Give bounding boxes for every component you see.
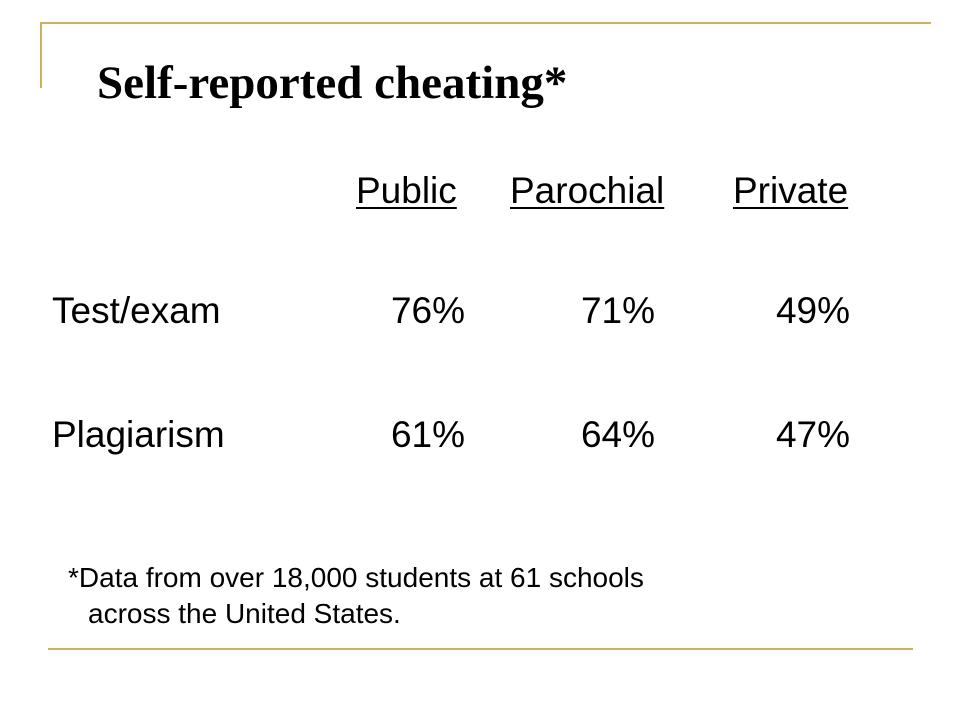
row-label-plagiarism: Plagiarism <box>52 414 225 455</box>
column-header-parochial: Parochial <box>510 170 665 211</box>
table-cell: 64% <box>580 414 655 455</box>
column-header-public: Public <box>356 170 457 211</box>
footnote-line-2: across the United States. <box>88 598 401 629</box>
table-cell: 71% <box>580 290 655 331</box>
row-label-test-exam: Test/exam <box>52 290 221 331</box>
slide-title: Self-reported cheating* <box>97 57 568 109</box>
footnote-line-1: *Data from over 18,000 students at 61 schools <box>68 562 644 593</box>
top-decorative-rule <box>40 22 931 24</box>
left-decorative-rule <box>40 22 42 88</box>
column-header-private: Private <box>733 170 849 211</box>
bottom-decorative-rule <box>48 648 913 650</box>
table-cell: 47% <box>775 414 850 455</box>
table-cell: 76% <box>390 290 465 331</box>
table-cell: 61% <box>390 414 465 455</box>
table-cell: 49% <box>775 290 850 331</box>
footnote <box>68 560 644 632</box>
